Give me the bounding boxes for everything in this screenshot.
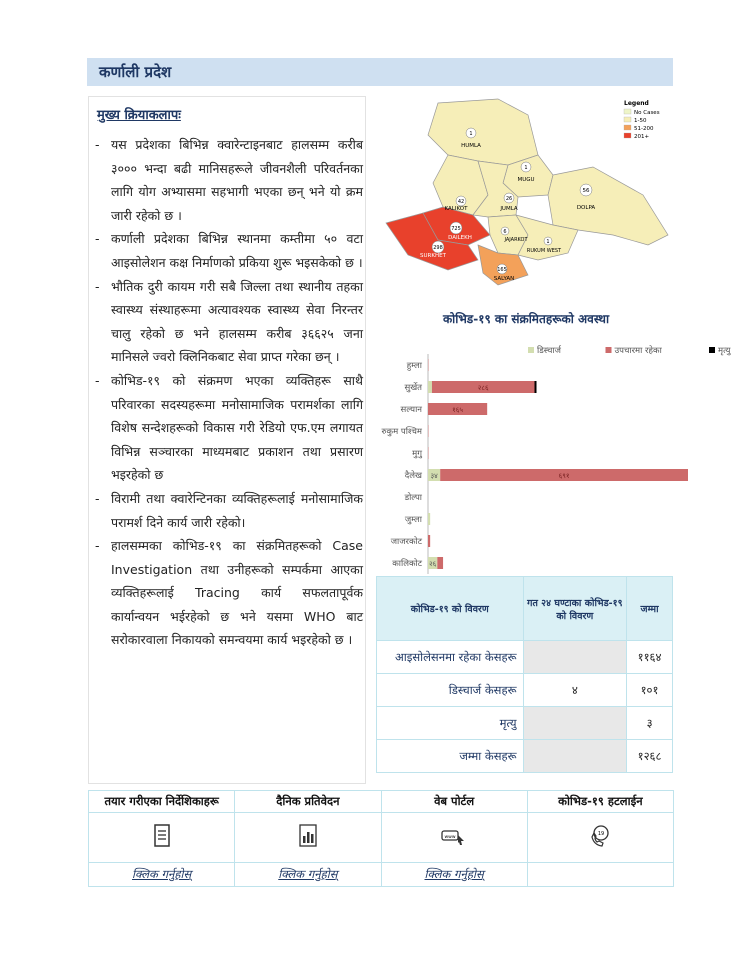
svg-text:SALYAN: SALYAN [493,276,515,282]
svg-text:201+: 201+ [634,134,650,140]
legend-label: मृत्यु [718,346,731,356]
district-map [378,95,672,297]
web-pointer-icon[interactable] [440,823,468,849]
svg-text:MUGU: MUGU [517,177,535,183]
svg-text:DOLPA: DOLPA [576,205,596,211]
stats-header: जम्मा [627,577,673,641]
svg-text:6: 6 [503,229,507,235]
links-click-row [89,863,674,887]
category-label: सल्यान [400,405,422,415]
svg-text:1: 1 [546,239,550,245]
page-title: कर्णाली प्रदेश [99,63,172,81]
svg-text:HUMLA: HUMLA [461,143,481,149]
category-label: डोल्पा [404,493,422,503]
web-portal-link[interactable]: क्लिक गर्नुहोस् [381,863,527,887]
svg-text:No Cases: No Cases [634,110,660,116]
svg-text:298: 298 [433,245,443,251]
row-total: १०१ [627,674,673,707]
row-last24: ४ [523,674,627,707]
activity-item: - कर्णाली प्रदेशका बिभिन्न स्थानमा कम्तीमा ५० वटा आइसोलेशन कक्ष निर्माणको प्रकिया शुरू भइसकेको छ । [95,231,363,270]
report-chart-icon[interactable] [296,823,320,849]
activities-list [95,133,363,652]
activity-item: - विरामी तथा क्वारेन्टिनका व्यक्तिहरूलाई मनोसामाजिक परामर्श दिने कार्य जारी रहेको। [95,490,363,530]
map-legend [624,100,660,140]
legend-label: उपचारमा रहेका [614,346,662,356]
row-label: जम्मा केसहरू [377,740,524,773]
table-row [377,674,673,707]
legend-swatch [709,347,715,353]
row-label: मृत्यु [377,707,524,740]
bar-segment [428,381,432,393]
stats-table [376,576,673,773]
activity-item: - हालसम्मका कोभिड-१९ का संक्रमितहरूको Case Investigation तथा उनीहरूको सम्पर्कमा आएका व्यक्तिहरूलाई Tracing कार्य सफलतापूर्वक कार्यान्वयन भईरहेको छ भने यसमा WHO बाट सरोकारवाला निकायको समन्वयमा कार्य भइरहेको छ । [95,538,363,648]
daily-report-link[interactable]: क्लिक गर्नुहोस् [235,863,381,887]
activity-item: - यस प्रदेशका बिभिन्न क्वारेन्टाइनबाट हालसम्म करीब ३००० भन्दा बढी मानिसहरूले जीवनशैली परिवर्तनका लागि योग अभ्यासमा सहभागी भएका छन् भने यो क्रम जारी रहेको छ । [95,137,363,223]
svg-text:KALIKOT: KALIKOT [444,206,468,212]
row-label: डिस्चार्ज केसहरू [377,674,524,707]
table-row [377,740,673,773]
category-label: सुर्खेत [404,383,422,393]
legend-swatch [606,347,612,353]
svg-text:Legend: Legend [624,100,649,107]
data-label: ३४ [430,472,438,480]
map-region-humla [428,99,538,165]
data-label: ६९१ [558,472,570,480]
row-total: ११६४ [627,641,673,674]
row-last24 [523,641,627,674]
category-label: रुकुम पश्चिम [381,427,422,437]
title-banner [87,58,673,86]
bar-segment [437,557,443,569]
links-icon-row [89,813,674,863]
links-header: वेब पोर्टल [381,791,527,813]
svg-text:165: 165 [497,267,507,273]
data-label: २८६ [477,384,489,392]
links-header: तयार गरीएका निर्देशिकाहरू [89,791,235,813]
category-label: मुगु [412,449,422,459]
bar-segment [428,535,430,547]
chart-title: कोभिड-१९ का संक्रमितहरूको अवस्था [442,312,610,326]
links-header: कोभिड-१९ हटलाईन [527,791,673,813]
covid-status-chart [368,338,731,574]
svg-text:56: 56 [582,188,590,194]
table-row [377,707,673,740]
svg-text:1-50: 1-50 [634,118,647,124]
bar-segment [428,513,430,525]
stats-header-row [377,577,673,641]
hotline-icon[interactable] [588,823,612,849]
legend-swatch [528,347,534,353]
document-icon[interactable] [150,823,174,849]
legend-label: डिस्चार्ज [537,346,561,356]
row-last24 [523,707,627,740]
row-total: ३ [627,707,673,740]
category-label: कालिकोट [392,559,422,569]
stats-header: गत २४ घण्टाका कोभिड-१९ को विवरण [523,577,627,641]
table-row [377,641,673,674]
svg-text:DAILEKH: DAILEKH [448,235,472,241]
hotline-link [527,863,673,887]
row-label: आइसोलेसनमा रहेका केसहरू [377,641,524,674]
links-header: दैनिक प्रतिवेदन [235,791,381,813]
row-last24 [523,740,627,773]
svg-text:www: www [444,834,456,840]
svg-text:19: 19 [598,830,605,837]
svg-text:26: 26 [505,196,513,202]
activity-item: - भौतिक दुरी कायम गरी सबै जिल्ला तथा स्थानीय तहका स्वास्थ्य संस्थाहरूमा अत्यावश्यक स्वास्थ्य सेवा निरन्तर चालु रहेको छ भने हालसम्म करीब ३६६२५ जना मानिसले ज्वरो क्लिनिकबाट सेवा प्राप्त गरेका छन् । [95,278,363,365]
links-header-row [89,791,674,813]
svg-text:725: 725 [451,226,461,232]
resource-links-table [88,790,674,887]
stats-header: कोभिड-१९ को विवरण [377,577,524,641]
svg-text:51-200: 51-200 [634,126,654,132]
svg-text:1: 1 [524,165,528,171]
svg-text:1: 1 [469,131,473,137]
guidelines-link[interactable]: क्लिक गर्नुहोस् [89,863,235,887]
row-total: १२६८ [627,740,673,773]
svg-text:42: 42 [457,199,465,205]
svg-text:RUKUM WEST: RUKUM WEST [526,248,562,254]
svg-text:SURKHET: SURKHET [420,253,446,259]
category-label: जुम्ला [404,515,422,525]
category-label: जाजरकोट [390,537,422,547]
svg-text:JUMLA: JUMLA [500,206,518,212]
category-label: दैलेख [404,471,422,481]
activities-heading: मुख्य क्रियाकलापः [97,108,181,123]
data-label: १६५ [452,406,464,414]
category-label: हुम्ला [406,361,422,371]
activities-panel [88,96,366,784]
data-label: २६ [429,560,437,568]
bar-segment [535,381,537,393]
svg-text:JAJARKOT: JAJARKOT [504,237,528,243]
activity-item: - कोभिड-१९ को संक्रमण भएका व्यक्तिहरू साथै परिवारका सदस्यहरूमा मनोसामाजिक परामर्शका लागि विशेष सन्देशहरूको विकास गरी रेडियो एफ.एम लगायत विभिन्न सञ्चारका माध्यमबाट प्रकाशन तथा प्रसारण भइरहेको छ [95,372,363,483]
